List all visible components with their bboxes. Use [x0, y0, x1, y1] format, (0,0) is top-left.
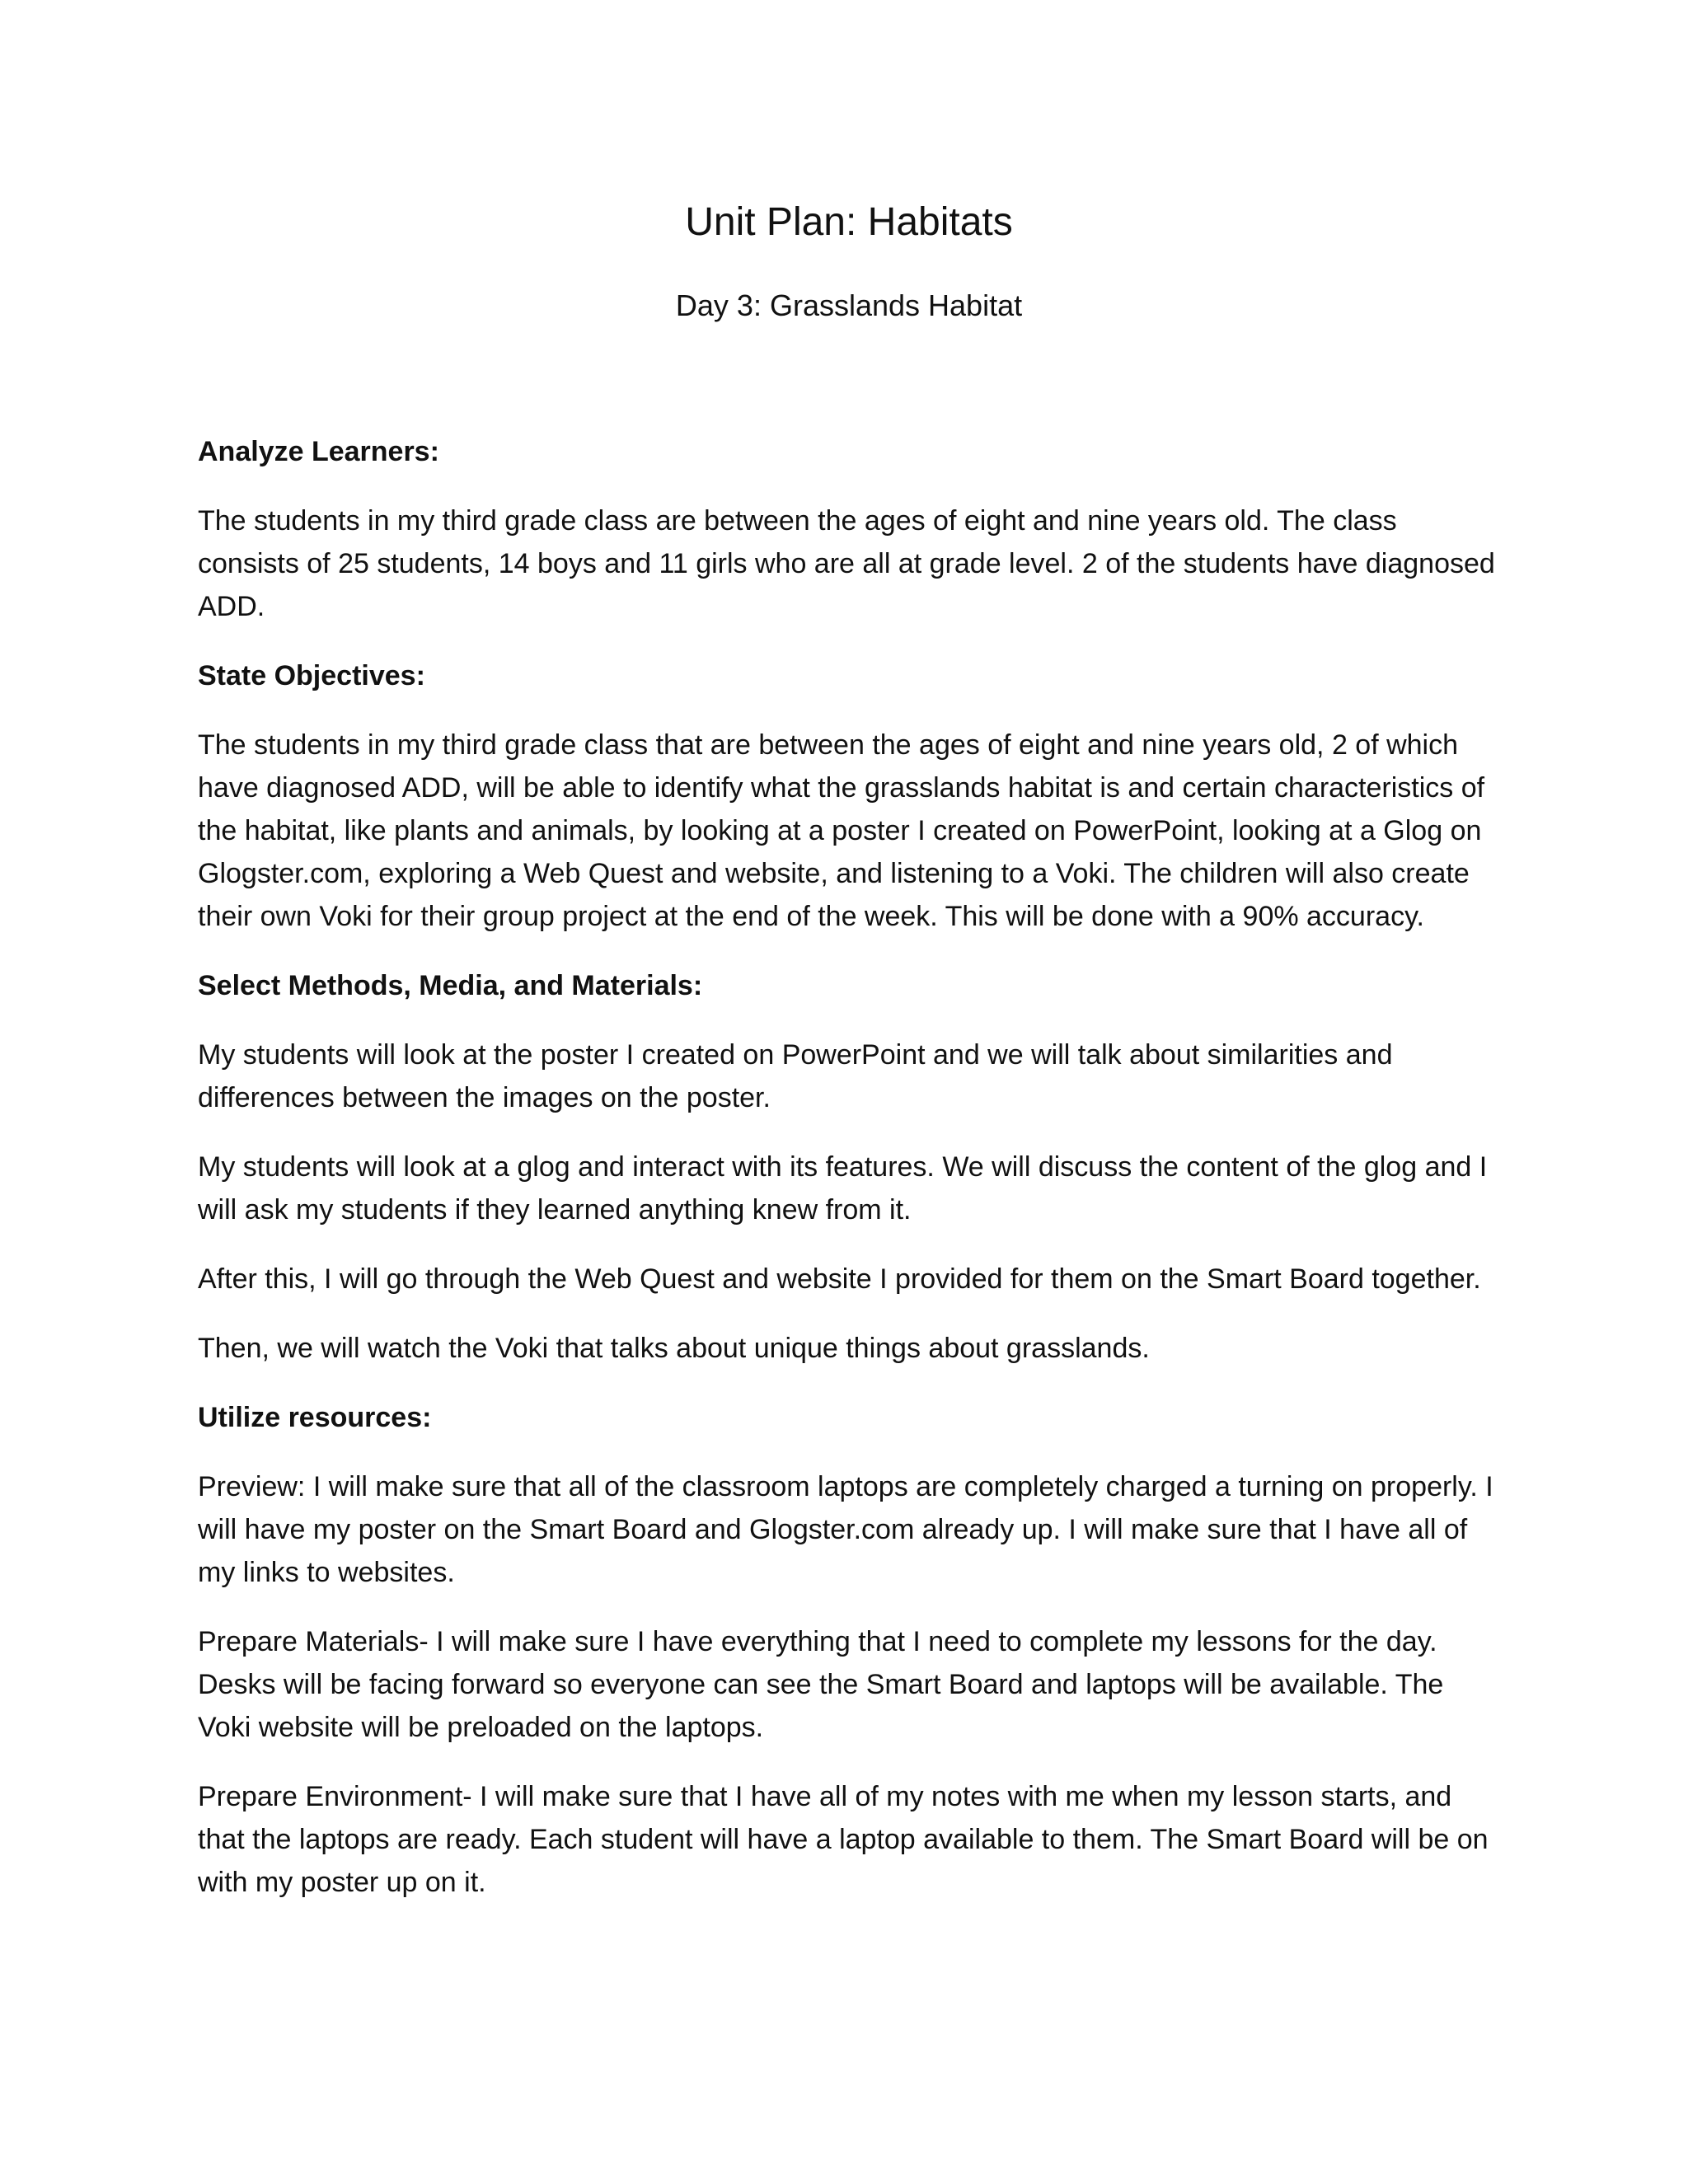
- section-heading-state-objectives: State Objectives:: [198, 660, 425, 691]
- paragraph-resources-preview: Preview: I will make sure that all of the classroom laptops are completely charged a turning on properly. I will have my poster on the Smart Board and Glogster.com already up. I will make sure that I have all of my links to websites.: [198, 1471, 1493, 1588]
- section-heading-utilize-resources: Utilize resources:: [198, 1402, 432, 1433]
- paragraph-analyze-learners: The students in my third grade class are between the ages of eight and nine years old. The class consists of 25 students, 14 boys and 11 girls who are all at grade level. 2 of the students have diagnosed ADD.: [198, 505, 1495, 622]
- section-heading-analyze-learners: Analyze Learners:: [198, 436, 439, 467]
- document-subtitle: Day 3: Grasslands Habitat: [675, 288, 1023, 322]
- paragraph-methods-voki: Then, we will watch the Voki that talks about unique things about grasslands.: [198, 1333, 1150, 1364]
- paragraph-resources-prepare-materials: Prepare Materials- I will make sure I have everything that I need to complete my lessons for the day. Desks will be facing forward so everyone can see the Smart Board and laptops will be available. The Voki website will be preloaded on the laptops.: [198, 1626, 1444, 1743]
- paragraph-resources-prepare-environment: Prepare Environment- I will make sure that I have all of my notes with me when my lesson starts, and that the laptops are ready. Each student will have a laptop available to them. The Smart Board will be on with my poster up on it.: [198, 1781, 1489, 1898]
- paragraph-methods-webquest: After this, I will go through the Web Quest and website I provided for them on the Smart Board together.: [198, 1263, 1481, 1295]
- section-heading-methods-media-materials: Select Methods, Media, and Materials:: [198, 970, 703, 1001]
- paragraph-methods-poster: My students will look at the poster I created on PowerPoint and we will talk about similarities and differences between the images on the poster.: [198, 1039, 1393, 1113]
- paragraph-methods-glog: My students will look at a glog and interact with its features. We will discuss the content of the glog and I will ask my students if they learned anything knew from it.: [198, 1151, 1488, 1226]
- document-title: Unit Plan: Habitats: [685, 200, 1013, 244]
- document-body: [198, 430, 1500, 1930]
- paragraph-state-objectives: The students in my third grade class that are between the ages of eight and nine years old, 2 of which have diagnosed ADD, will be able to identify what the grasslands habitat is and certain characteristics of the habitat, like plants and animals, by looking at a poster I created on PowerPoint, looking at a Glog on Glogster.com, exploring a Web Quest and website, and listening to a Voki. The children will also create their own Voki for their group project at the end of the week. This will be done with a 90% accuracy.: [198, 729, 1485, 932]
